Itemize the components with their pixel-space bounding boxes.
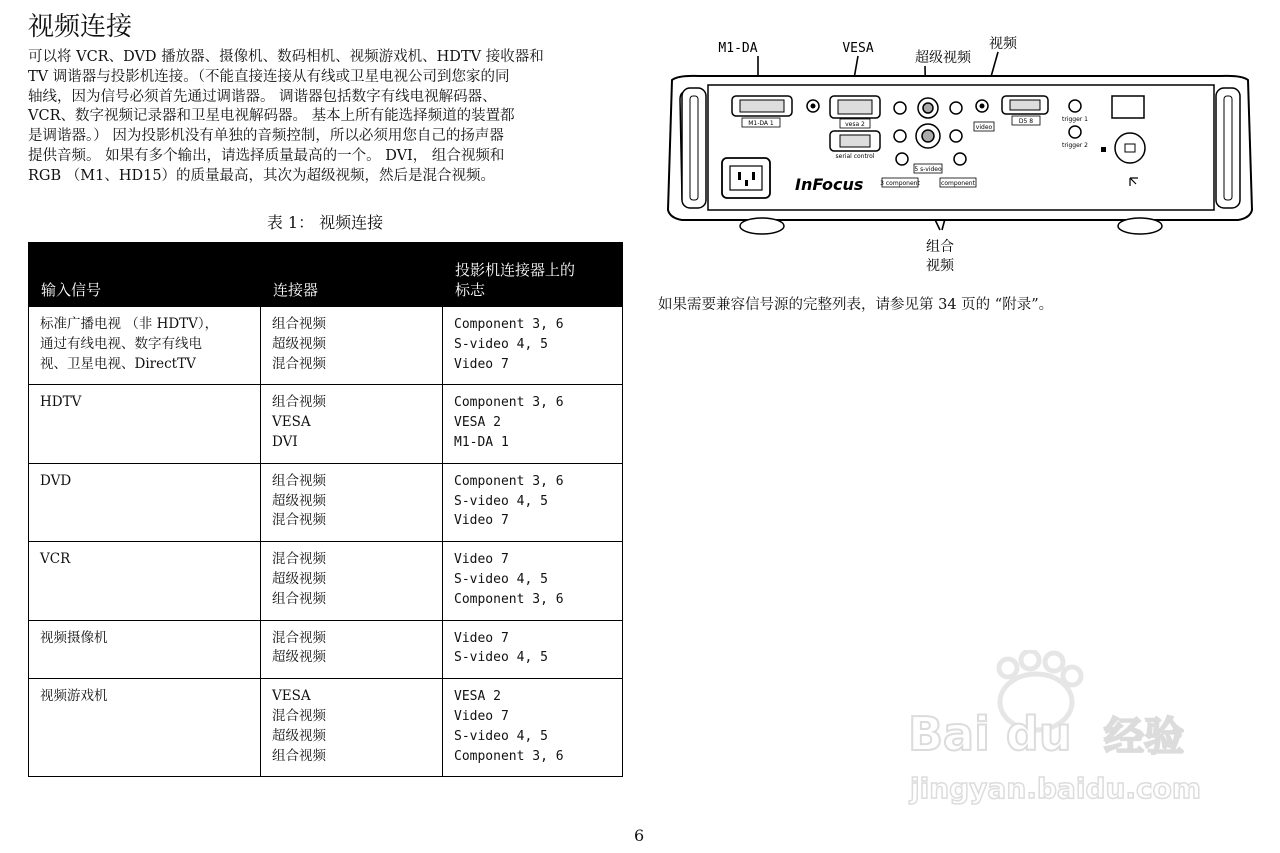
svg-text:serial control: serial control xyxy=(835,153,875,160)
projector-label-cell: Video 7 S-video 4, 5 xyxy=(443,620,623,679)
reference-note: 如果需要兼容信号源的完整列表，请参见第 34 页的 “附录”。 xyxy=(658,297,1054,313)
callout-component-2: 视频 xyxy=(926,258,954,274)
projector-label-cell: Component 3, 6 VESA 2 M1-DA 1 xyxy=(443,385,623,463)
input-signal-cell: DVD xyxy=(29,463,261,541)
table-row xyxy=(29,542,623,620)
svg-text:3 component: 3 component xyxy=(880,180,920,187)
intro-paragraph xyxy=(28,48,628,187)
intro-line: TV 调谐器与投影机连接。（不能直接连接从有线或卫星电视公司到您家的同 xyxy=(28,68,510,85)
page-title: 视频连接 xyxy=(28,12,133,42)
trigger1-label: trigger 1 xyxy=(1062,116,1088,123)
callout-vesa: VESA xyxy=(842,41,874,56)
audio-jack xyxy=(807,100,819,112)
projector-label-cell: Component 3, 6 S-video 4, 5 Video 7 xyxy=(443,307,623,385)
table-row xyxy=(29,463,623,541)
callout-svideo: 超级视频 xyxy=(915,50,971,66)
intro-line: RGB （M1、HD15）的质量最高，其次为超级视频，然后是混合视频。 xyxy=(28,167,496,184)
connector-cell: 组合视频 超级视频 混合视频 xyxy=(261,463,443,541)
connector-cell: 组合视频 超级视频 混合视频 xyxy=(261,307,443,385)
projector-label-cell: Component 3, 6 S-video 4, 5 Video 7 xyxy=(443,463,623,541)
connector-cell: VESA 混合视频 超级视频 组合视频 xyxy=(261,679,443,777)
intro-line: VCR、数字视频记录器和卫星电视解码器。 基本上所有能选择频道的装置都 xyxy=(28,108,515,125)
input-signal-cell: 视频摄像机 xyxy=(29,620,261,679)
intro-line: 提供音频。 如果有多个输出，请选择质量最高的一个。 DVI， 组合视频和 xyxy=(28,147,505,164)
watermark-suffix: 经验 xyxy=(1104,714,1184,760)
intro-line: 是调谐器。） 因为投影机没有单独的音频控制，所以必须用您自己的扬声器 xyxy=(28,128,504,145)
header-input-signal: 输入信号 xyxy=(29,242,261,307)
table-row xyxy=(29,679,623,777)
table-row xyxy=(29,385,623,463)
page-number: 6 xyxy=(634,826,645,845)
baidu-watermark xyxy=(908,650,1208,810)
header-projector-label: 投影机连接器上的 标志 xyxy=(443,242,623,307)
intro-line: 可以将 VCR、DVD 播放器、摄像机、数码相机、视频游戏机、HDTV 接收器和 xyxy=(28,49,544,65)
input-signal-cell: HDTV xyxy=(29,385,261,463)
header-connector: 连接器 xyxy=(261,242,443,307)
callout-component-1: 组合 xyxy=(926,239,954,255)
projector-label-cell: VESA 2 Video 7 S-video 4, 5 Component 3, 6 xyxy=(443,679,623,777)
projector-label-cell: Video 7 S-video 4, 5 Component 3, 6 xyxy=(443,542,623,620)
table-row xyxy=(29,620,623,679)
input-signal-cell: 标准广播电视 （非 HDTV）， 通过有线电视、数字有线电 视、卫星电视、DirectTV xyxy=(29,307,261,385)
intro-line: 轴线，因为信号必须首先通过调谐器。 调谐器包括数字有线电视解码器、 xyxy=(28,88,497,105)
projector-rear-panel-diagram xyxy=(660,30,1260,280)
port-serial xyxy=(830,131,880,160)
table-header-row xyxy=(29,242,623,307)
input-signal-cell: 视频游戏机 xyxy=(29,679,261,777)
connector-cell: 混合视频 超级视频 组合视频 xyxy=(261,542,443,620)
table-caption: 表 1： 视频连接 xyxy=(266,213,384,232)
watermark-url: jingyan.baidu.com xyxy=(910,772,1202,805)
svg-text:D5 8: D5 8 xyxy=(1018,118,1034,125)
connector-cell: 组合视频 VESA DVI xyxy=(261,385,443,463)
svg-text:vesa 2: vesa 2 xyxy=(845,121,865,128)
callout-video: 视频 xyxy=(989,36,1017,52)
video-connections-table xyxy=(28,242,623,777)
power-inlet xyxy=(722,158,770,198)
svg-text:M1-DA 1: M1-DA 1 xyxy=(748,120,774,127)
svg-text:video: video xyxy=(975,124,993,131)
connector-cell: 混合视频 超级视频 xyxy=(261,620,443,679)
watermark-brand: Bai du xyxy=(908,707,1072,761)
callout-m1da: M1-DA xyxy=(718,41,758,56)
svg-text:5 s-video: 5 s-video xyxy=(914,166,942,173)
brand-logo: InFocus xyxy=(795,175,864,194)
input-signal-cell: VCR xyxy=(29,542,261,620)
trigger2-label: trigger 2 xyxy=(1062,142,1088,149)
table-row xyxy=(29,307,623,385)
svg-text:component: component xyxy=(941,180,975,187)
